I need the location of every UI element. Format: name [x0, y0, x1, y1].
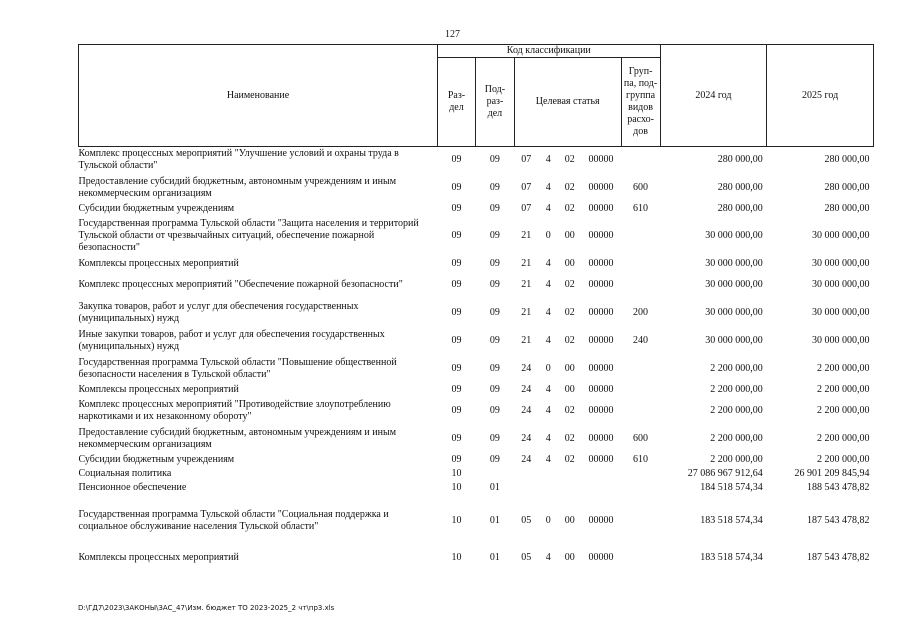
row-section: 09 [451, 432, 462, 444]
row-subsection: 09 [489, 453, 500, 465]
row-name: Комплекс процессных мероприятий "Улучшение условий и охраны труда в Тульской области" [78, 148, 399, 172]
row-section: 09 [451, 181, 462, 193]
row-section: 09 [451, 453, 462, 465]
row-expense-group: 600 [633, 432, 649, 444]
row-amount-2024: 183 518 574,34 [700, 551, 763, 563]
header-year-2024: 2024 год [660, 45, 767, 147]
header-name: Наименование [79, 45, 438, 147]
row-target-direction: 00000 [588, 257, 614, 269]
row-amount-2025: 30 000 000,00 [812, 306, 870, 318]
row-target-program: 21 [521, 278, 532, 290]
row-target-direction: 00000 [588, 362, 614, 374]
row-expense-group [621, 383, 660, 397]
row-target-program: 24 [521, 432, 532, 444]
row-subsection: 09 [489, 278, 500, 290]
header-year-2025: 2025 год [767, 45, 874, 147]
row-section: 09 [451, 404, 462, 416]
row-target-type: 4 [545, 181, 551, 193]
row-target-type: 4 [545, 404, 551, 416]
row-amount-2025: 2 200 000,00 [817, 404, 870, 416]
row-name: Пенсионное обеспечение [78, 481, 187, 493]
row-expense-group [621, 355, 660, 383]
row-section: 09 [451, 202, 462, 214]
row-target-element: 00 [564, 257, 575, 269]
row-expense-group: 610 [633, 202, 649, 214]
row-section: 10 [451, 481, 462, 493]
row-target-direction: 00000 [588, 404, 614, 416]
budget-table [78, 44, 874, 569]
row-target-direction [581, 481, 621, 495]
row-target-direction: 00000 [588, 306, 614, 318]
row-target-program: 21 [521, 257, 532, 269]
row-target-program: 21 [521, 230, 532, 241]
row-subsection: 09 [489, 154, 500, 166]
row-name: Иные закупки товаров, работ и услуг для обеспечения государственных (муниципальных) нужд [78, 328, 385, 352]
row-subsection: 09 [489, 362, 500, 374]
row-target-element: 00 [564, 514, 575, 526]
row-target-type: 4 [545, 202, 551, 214]
row-subsection: 09 [489, 257, 500, 269]
row-target-direction: 00000 [588, 453, 614, 465]
table-row [79, 495, 874, 547]
row-amount-2025: 30 000 000,00 [812, 278, 870, 290]
row-subsection [475, 467, 514, 481]
row-subsection: 09 [489, 181, 500, 193]
row-name: Комплексы процессных мероприятий [78, 551, 239, 563]
row-target-type: 4 [545, 306, 551, 318]
row-target-program: 24 [521, 362, 532, 374]
row-amount-2025: 280 000,00 [824, 154, 870, 166]
row-target-element: 02 [564, 181, 575, 193]
row-target-type: 0 [545, 362, 551, 374]
row-target-direction: 00000 [588, 383, 614, 395]
row-name: Комплексы процессных мероприятий [78, 383, 239, 395]
row-subsection: 01 [489, 551, 500, 563]
row-target-program: 05 [521, 514, 532, 526]
table-row [79, 397, 874, 425]
file-path-footer: D:\ГД7\2023\ЗАКОНЫ\ЗАС_47\Изм. бюджет ТО 2023-2025_2 чт\пр3.xls [78, 604, 335, 612]
table-row [79, 383, 874, 397]
row-target-program: 21 [521, 334, 532, 346]
row-target-type: 4 [545, 334, 551, 346]
row-target-direction: 00000 [588, 432, 614, 444]
row-target-type: 4 [545, 278, 551, 290]
row-target-program [514, 467, 538, 481]
row-expense-group [621, 257, 660, 271]
row-expense-group: 200 [633, 306, 649, 318]
row-name: Субсидии бюджетным учреждениям [78, 202, 235, 214]
row-target-element: 02 [564, 278, 575, 290]
row-target-element: 02 [564, 306, 575, 318]
row-target-direction [581, 467, 621, 481]
table-row [79, 216, 874, 257]
row-section: 09 [451, 306, 462, 318]
row-amount-2024: 2 200 000,00 [710, 362, 763, 374]
row-section: 09 [451, 257, 462, 269]
row-amount-2024: 30 000 000,00 [705, 334, 763, 346]
row-target-type [538, 467, 559, 481]
row-name: Предоставление субсидий бюджетным, автономным учреждениям и иным некоммерческим организациям [78, 175, 397, 199]
row-amount-2024: 2 200 000,00 [710, 404, 763, 416]
table-row [79, 257, 874, 271]
table-row [79, 202, 874, 216]
table-row [79, 147, 874, 174]
row-section: 09 [451, 383, 462, 395]
row-target-type: 4 [545, 154, 551, 166]
row-target-element: 02 [564, 202, 575, 214]
row-amount-2025: 2 200 000,00 [817, 432, 870, 444]
header-target-item: Целевая статья [514, 58, 621, 147]
header-expense-group: Груп- па, под- группа видов расхо- дов [621, 58, 660, 147]
row-expense-group [621, 397, 660, 425]
row-amount-2024: 27 086 967 912,64 [687, 467, 763, 479]
row-name: Комплексы процессных мероприятий [78, 257, 239, 269]
row-section: 10 [451, 514, 462, 526]
row-target-element: 02 [564, 432, 575, 444]
row-target-type: 0 [545, 230, 551, 241]
page-number: 127 [445, 29, 460, 40]
row-target-element: 02 [564, 334, 575, 346]
row-section: 09 [451, 362, 462, 374]
row-amount-2024: 184 518 574,34 [700, 481, 763, 493]
header-classification-code: Код классификации [438, 45, 661, 58]
row-amount-2024: 2 200 000,00 [710, 383, 763, 395]
row-target-direction: 00000 [588, 230, 614, 241]
row-target-element [558, 481, 581, 495]
row-amount-2025: 30 000 000,00 [812, 257, 870, 269]
row-target-element: 02 [564, 453, 575, 465]
row-target-program [514, 481, 538, 495]
row-target-direction: 00000 [588, 278, 614, 290]
row-target-direction: 00000 [588, 551, 614, 563]
row-target-type [538, 481, 559, 495]
row-target-direction: 00000 [588, 181, 614, 193]
row-subsection: 09 [489, 202, 500, 214]
row-name: Комплекс процессных мероприятий "Противодействие злоупотреблению наркотиками и их незаконному обороту" [78, 398, 391, 422]
row-target-element [558, 467, 581, 481]
row-target-program: 24 [521, 383, 532, 395]
row-amount-2025: 2 200 000,00 [817, 383, 870, 395]
row-name: Предоставление субсидий бюджетным, автономным учреждениям и иным некоммерческим организациям [78, 426, 397, 450]
row-expense-group [621, 495, 660, 547]
row-amount-2024: 2 200 000,00 [710, 453, 763, 465]
row-expense-group: 240 [633, 334, 649, 346]
row-amount-2025: 30 000 000,00 [812, 230, 870, 241]
row-amount-2025: 26 901 209 845,94 [794, 467, 870, 479]
table-body [79, 147, 874, 569]
table-row [79, 355, 874, 383]
row-name: Государственная программа Тульской области "Социальная поддержка и социальное обслуживание населения Тульской области" [78, 508, 389, 532]
row-amount-2024: 183 518 574,34 [700, 514, 763, 526]
row-name: Государственная программа Тульской области "Повышение общественной безопасности населения в Тульской области" [78, 356, 397, 380]
row-expense-group [621, 147, 660, 174]
row-target-type: 4 [545, 432, 551, 444]
row-target-element: 00 [564, 383, 575, 395]
row-expense-group [621, 271, 660, 299]
table-row [79, 547, 874, 569]
row-target-program: 21 [521, 306, 532, 318]
row-target-element: 00 [564, 551, 575, 563]
header-section: Раз- дел [438, 58, 476, 147]
row-target-element: 00 [564, 230, 575, 241]
table-row [79, 453, 874, 467]
row-subsection: 09 [489, 383, 500, 395]
row-subsection: 09 [489, 306, 500, 318]
row-target-element: 02 [564, 154, 575, 166]
table-row [79, 425, 874, 453]
row-expense-group [621, 467, 660, 481]
row-target-direction: 00000 [588, 334, 614, 346]
row-amount-2024: 280 000,00 [717, 181, 763, 193]
row-subsection: 09 [489, 230, 500, 241]
row-expense-group [621, 216, 660, 257]
table-row [79, 271, 874, 299]
row-subsection: 09 [489, 334, 500, 346]
row-target-program: 07 [521, 181, 532, 193]
row-target-type: 4 [545, 383, 551, 395]
row-amount-2024: 30 000 000,00 [705, 257, 763, 269]
table-row [79, 174, 874, 202]
row-expense-group: 600 [633, 181, 649, 193]
row-section: 09 [451, 334, 462, 346]
row-target-program: 07 [521, 154, 532, 166]
row-amount-2024: 30 000 000,00 [705, 278, 763, 290]
row-section: 09 [451, 278, 462, 290]
row-target-direction: 00000 [588, 514, 614, 526]
row-name: Социальная политика [78, 467, 172, 479]
row-amount-2025: 2 200 000,00 [817, 453, 870, 465]
row-target-program: 05 [521, 551, 532, 563]
row-section: 10 [451, 467, 462, 479]
row-amount-2025: 187 543 478,82 [807, 551, 870, 563]
row-target-direction: 00000 [588, 154, 614, 166]
row-target-program: 07 [521, 202, 532, 214]
row-amount-2024: 30 000 000,00 [705, 306, 763, 318]
row-amount-2024: 2 200 000,00 [710, 432, 763, 444]
table-row [79, 481, 874, 495]
row-name: Государственная программа Тульской области "Защита населения и территорий Тульской области от чрезвычайных ситуаций, обеспечение пожарной безопасности" [78, 218, 419, 253]
row-section: 09 [451, 154, 462, 166]
row-target-program: 24 [521, 453, 532, 465]
row-expense-group: 610 [633, 453, 649, 465]
row-target-type: 4 [545, 257, 551, 269]
row-name: Субсидии бюджетным учреждениям [78, 453, 235, 465]
row-subsection: 09 [489, 432, 500, 444]
row-name: Комплекс процессных мероприятий "Обеспечение пожарной безопасности" [78, 278, 403, 290]
row-target-element: 02 [564, 404, 575, 416]
row-amount-2024: 280 000,00 [717, 154, 763, 166]
row-target-type: 0 [545, 514, 551, 526]
row-target-program: 24 [521, 404, 532, 416]
row-amount-2025: 30 000 000,00 [812, 334, 870, 346]
row-amount-2025: 188 543 478,82 [807, 481, 870, 493]
row-expense-group [621, 547, 660, 569]
row-name: Закупка товаров, работ и услуг для обеспечения государственных (муниципальных) нужд [78, 300, 359, 324]
row-expense-group [621, 481, 660, 495]
row-amount-2025: 280 000,00 [824, 202, 870, 214]
row-target-type: 4 [545, 453, 551, 465]
row-amount-2024: 280 000,00 [717, 202, 763, 214]
row-amount-2025: 280 000,00 [824, 181, 870, 193]
table-row [79, 467, 874, 481]
row-amount-2025: 187 543 478,82 [807, 514, 870, 526]
table-row [79, 299, 874, 327]
row-subsection: 01 [489, 481, 500, 493]
row-target-direction: 00000 [588, 202, 614, 214]
row-section: 09 [451, 230, 462, 241]
table-row [79, 327, 874, 355]
row-target-element: 00 [564, 362, 575, 374]
header-subsection: Под- раз- дел [475, 58, 514, 147]
row-target-type: 4 [545, 551, 551, 563]
row-section: 10 [451, 551, 462, 563]
row-subsection: 01 [489, 514, 500, 526]
row-amount-2024: 30 000 000,00 [705, 230, 763, 241]
row-subsection: 09 [489, 404, 500, 416]
row-amount-2025: 2 200 000,00 [817, 362, 870, 374]
